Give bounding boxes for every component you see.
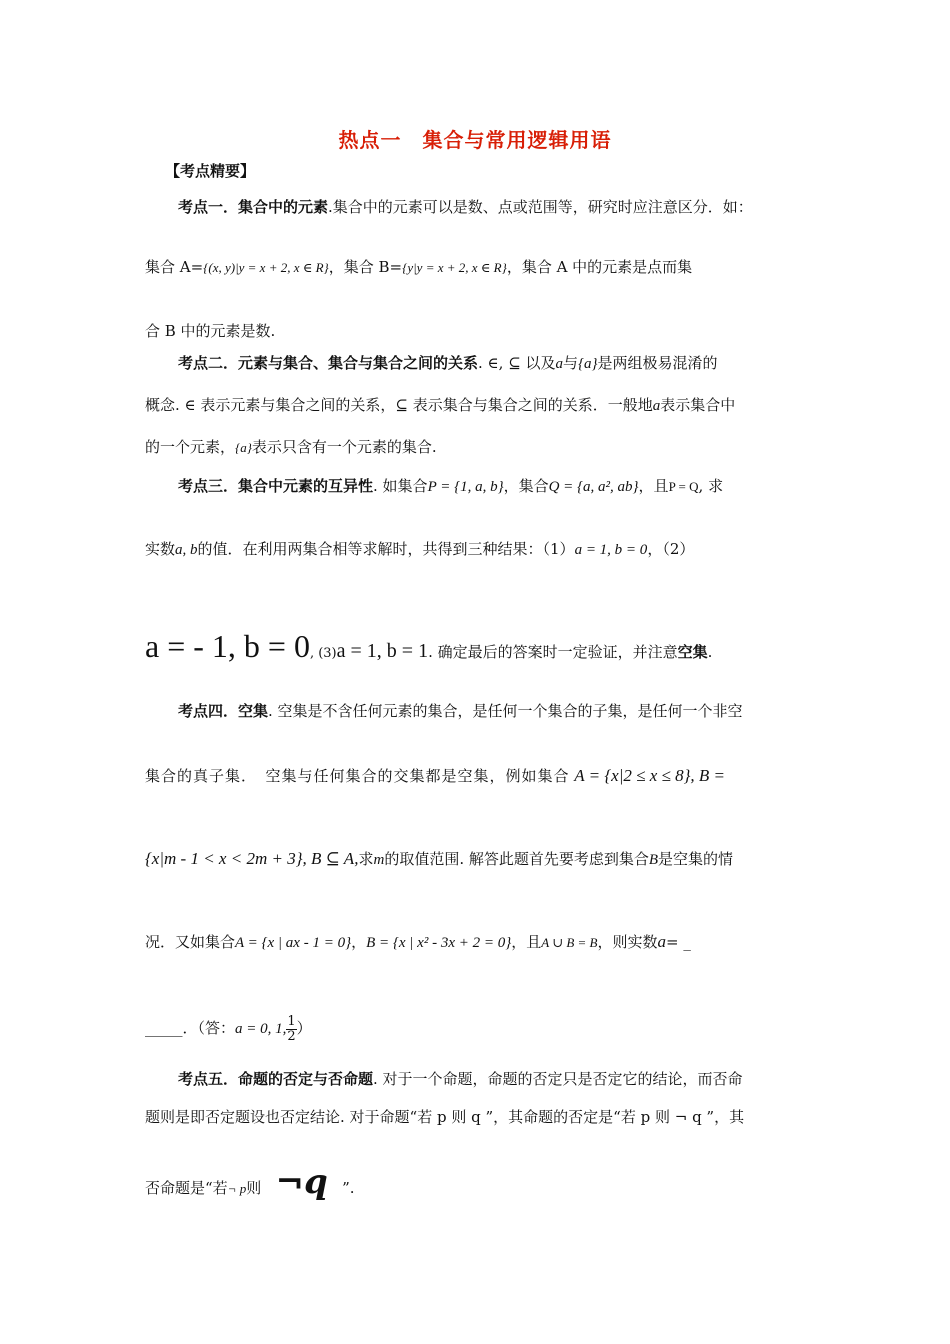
result-3-formula: a = 1, b = 1 bbox=[336, 640, 429, 662]
set-b-formula: {y|y = x + 2, x ∈ R} bbox=[402, 260, 507, 275]
result-2-formula: a = - 1, b = 0 bbox=[145, 628, 310, 664]
para-4-line-1: 考点四．空集. 空集是不含任何元素的集合，是任何一个集合的子集，是任何一个非空 bbox=[178, 702, 743, 720]
negation-symbol: ¬ bbox=[275, 1162, 305, 1202]
para-4-line-4: 况．又如集合A = {x | ax - 1 = 0}，B = {x | x² - 3x + 2 = 0}，且A ∪ B = B，则实数a= _ bbox=[145, 932, 691, 951]
point-2-label: 考点二．元素与集合、集合与集合之间的关系 bbox=[178, 354, 479, 372]
para-3-line-2: 实数a, b的值．在利用两集合相等求解时，共得到三种结果：（1）a = 1, b = 0，（2） bbox=[145, 540, 695, 558]
point-3-label: 考点三．集合中元素的互异性 bbox=[178, 477, 374, 495]
section-header: 【考点精要】 bbox=[165, 162, 256, 180]
para-4-line-2: 集合的真子集． 空集与任何集合的交集都是空集，例如集合 A = {x|2 ≤ x ≤ 8}, B = bbox=[145, 766, 725, 785]
para-2-line-3: 的一个元素，{a}表示只含有一个元素的集合. bbox=[145, 438, 437, 456]
para-5-line-3: 否命题是“若¬ p则 ¬q ”. bbox=[145, 1162, 355, 1202]
para-1-line-3: 合 B 中的元素是数. bbox=[145, 322, 276, 340]
para-4-line-5: _____．（答：a = 0, 1, $\frac{1}{2}$ ） bbox=[145, 1013, 312, 1044]
para-2-line-2: 概念. ∈ 表示元素与集合之间的关系，⊆ 表示集合与集合之间的关系．一般地a表示集合中 bbox=[145, 396, 736, 414]
para-3-line-3: a = - 1, b = 0, (3)a = 1, b = 1. 确定最后的答案时一定验证，并注意空集. bbox=[145, 628, 713, 664]
para-3-line-1: 考点三．集合中元素的互异性. 如集合P = {1, a, b}，集合Q = {a, a², ab}，且P = Q, 求 bbox=[178, 477, 724, 495]
page-title: 热点一 集合与常用逻辑用语 bbox=[338, 128, 612, 152]
para-5-line-2: 题则是即否定题设也否定结论. 对于命题“若 p 则 q ”，其命题的否定是“若 p 则 ¬ q ”，其 bbox=[145, 1108, 745, 1126]
para-2-line-1: 考点二．元素与集合、集合与集合之间的关系. ∈, ⊆ 以及a与{a}是两组极易混淆的 bbox=[178, 354, 718, 372]
para-1-line-2: 集合 A={(x, y)|y = x + 2, x ∈ R}，集合 B={y|y = x + 2, x ∈ R}，集合 A 中的元素是点而集 bbox=[145, 258, 693, 276]
fraction-one-half: $\frac{1}{2}$ bbox=[287, 1013, 296, 1044]
para-4-line-3: {x|m - 1 < x < 2m + 3}, B ⊆ A,求m的取值范围. 解答此题首先要考虑到集合B是空集的情 bbox=[145, 849, 734, 868]
negated-q: q bbox=[304, 1162, 328, 1202]
para-5-line-1: 考点五．命题的否定与否命题. 对于一个命题，命题的否定只是否定它的结论，而否命 bbox=[178, 1070, 743, 1088]
set-a-formula: {(x, y)|y = x + 2, x ∈ R} bbox=[203, 260, 329, 275]
point-5-label: 考点五．命题的否定与否命题 bbox=[178, 1070, 374, 1088]
point-1-label: 考点一．集合中的元素 bbox=[178, 198, 329, 216]
para-1-line-1: 考点一．集合中的元素.集合中的元素可以是数、点或范围等，研究时应注意区分．如： bbox=[178, 198, 753, 216]
point-4-label: 考点四．空集 bbox=[178, 702, 269, 720]
